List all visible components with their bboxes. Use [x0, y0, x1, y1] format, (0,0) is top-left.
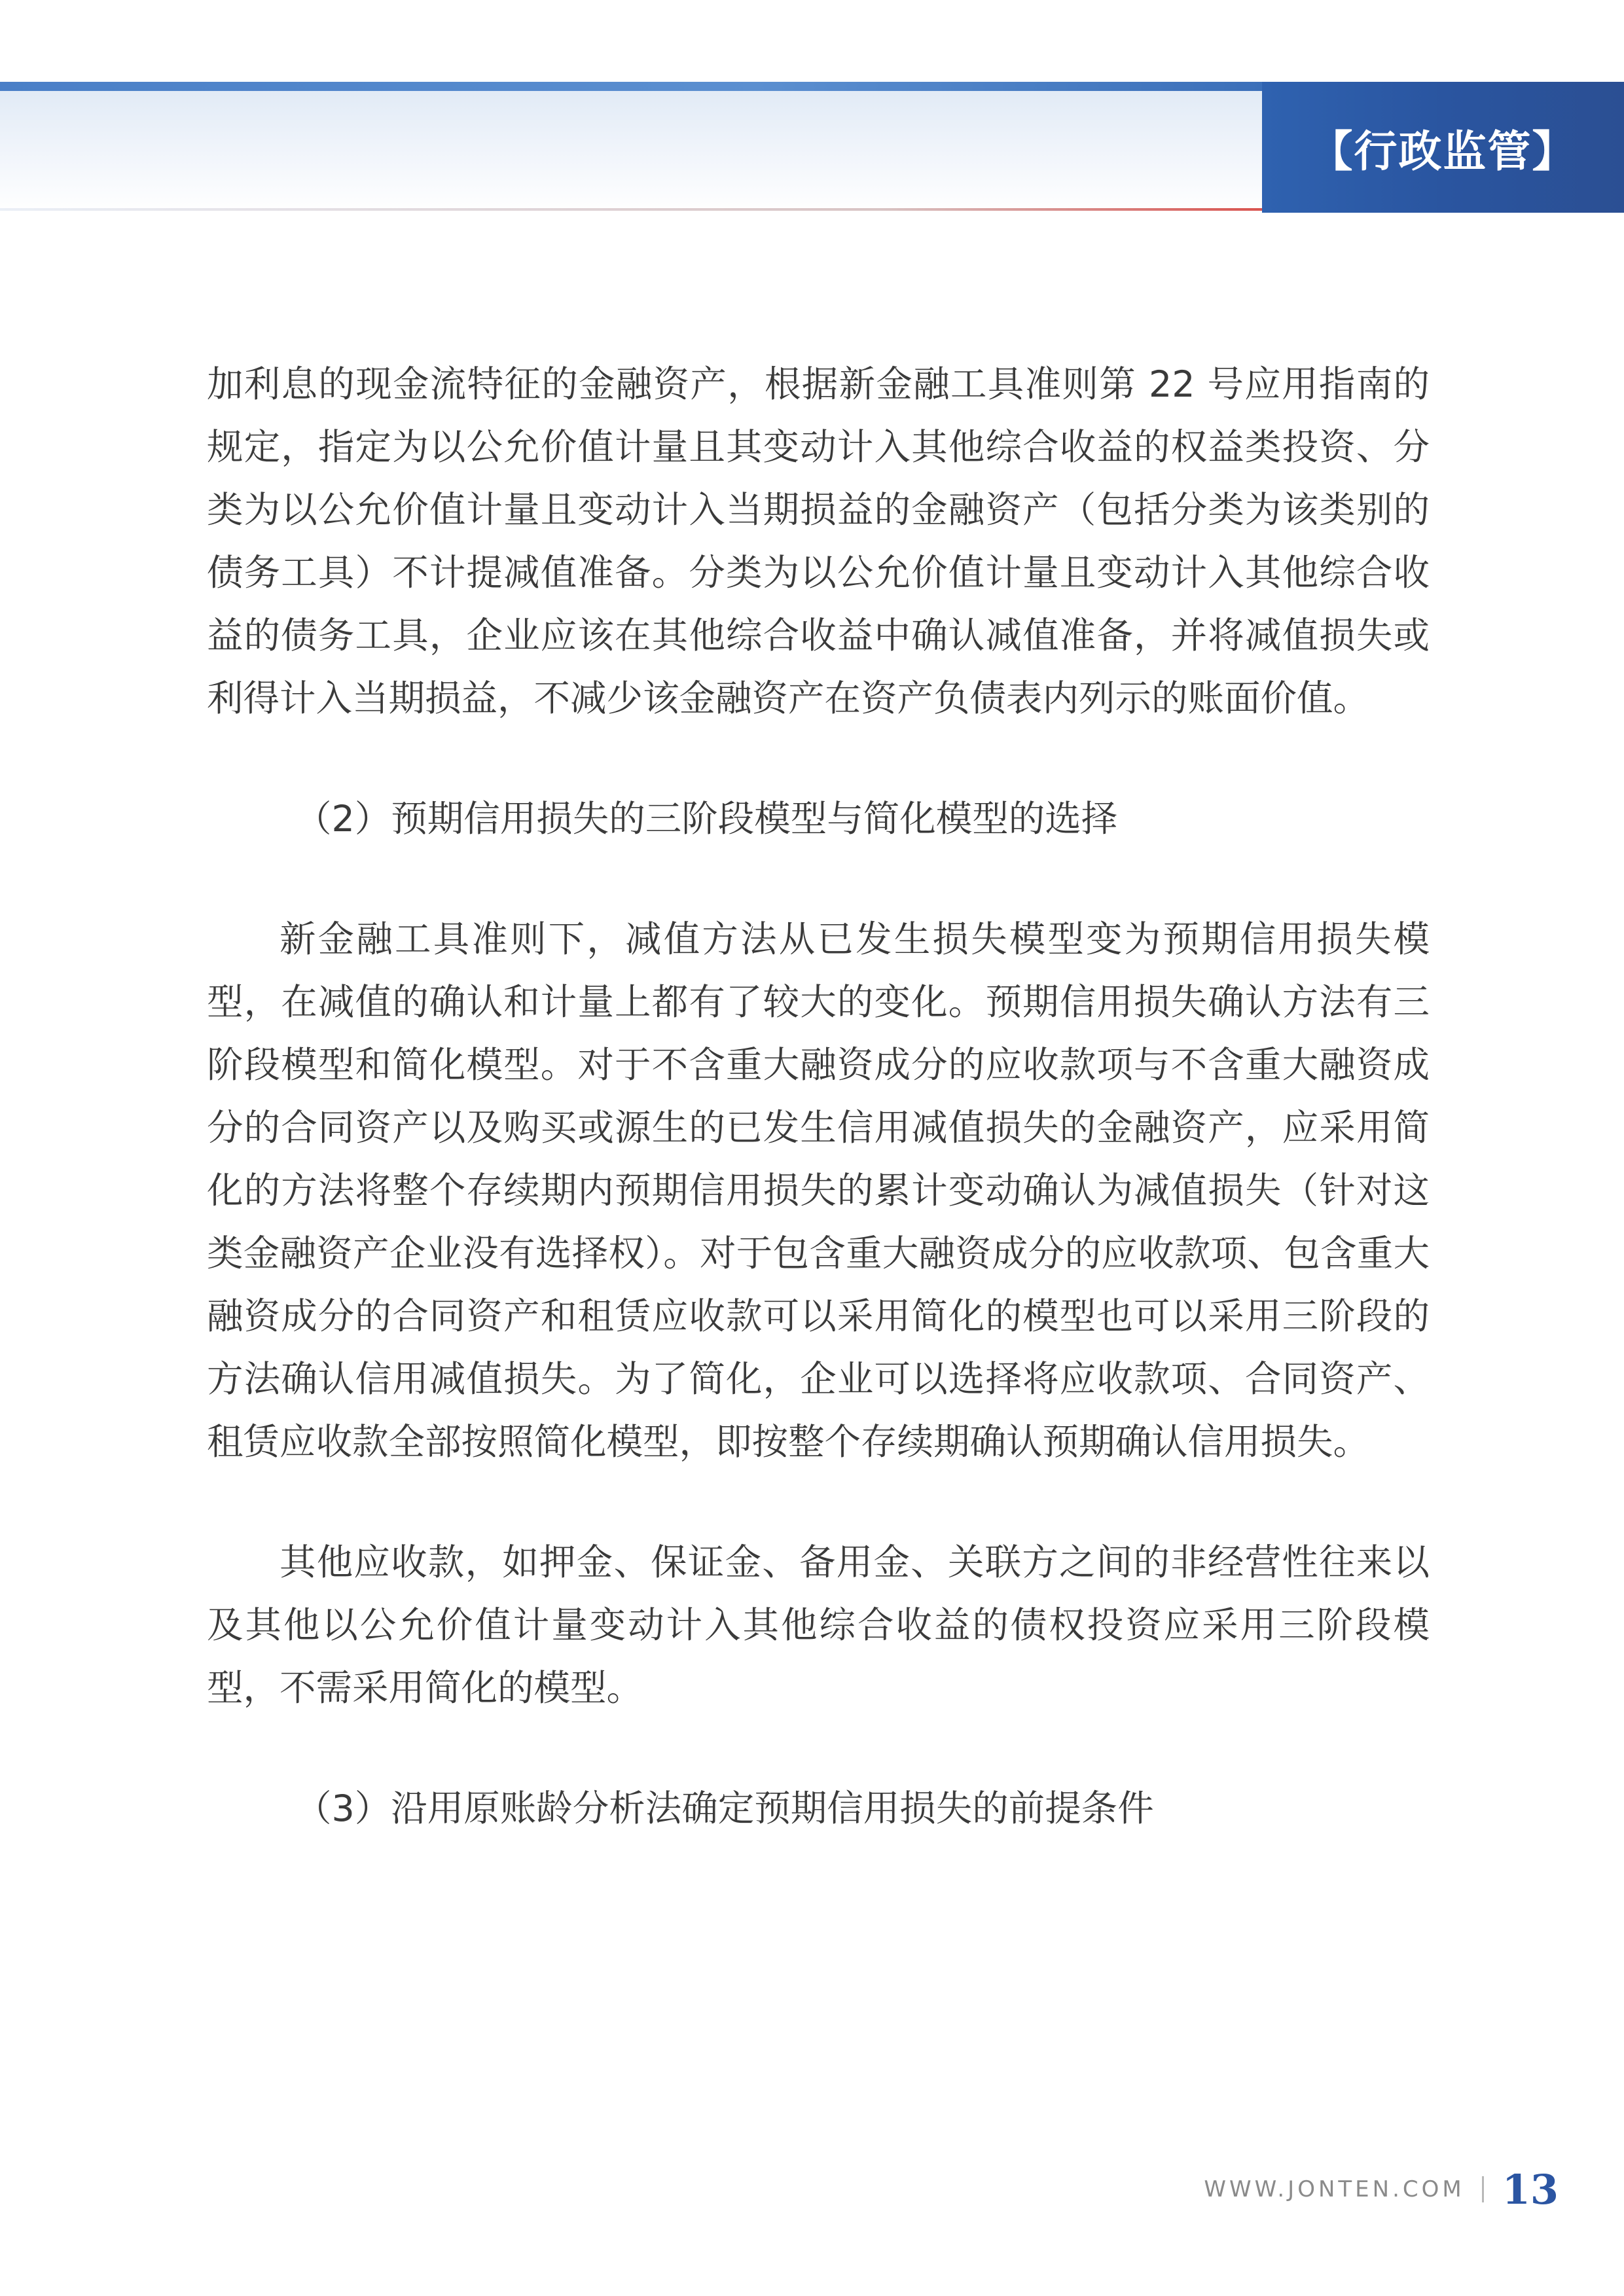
section-tag: 【行政监管】 — [1309, 125, 1577, 177]
section-tag-box — [1262, 82, 1624, 213]
section-heading-3: （3）沿用原账龄分析法确定预期信用损失的前提条件 — [295, 1787, 1154, 1830]
paragraph-three-stage-model: 新金融工具准则下，减值方法从已发生损失模型变为预期信用损失模型，在减值的确认和计量上都有了较大的变化。预期信用损失确认方法有三阶段模型和简化模型。对于不含重大融资成分的应收款项与不含重大融资成分的合同资产以及购买或源生的已发生信用减值损失的金融资产，应采用简化的方法将整个存续期内预期信用损失的累计变动确认为减值损失（针对这类金融资产企业没有选择权）。对于包含重大融资成分的应收款项、包含重大融资成分的合同资产和租赁应收款可以采用简化的模型也可以采用三阶段的方法确认信用减值损失。为了简化，企业可以选择将应收款项、合同资产、租赁应收款全部按照简化模型，即按整个存续期确认预期确认信用损失。 — [207, 918, 1430, 1463]
page-footer — [1204, 2163, 1559, 2215]
section-heading-2: （2）预期信用损失的三阶段模型与简化模型的选择 — [295, 798, 1118, 840]
paragraph-other-receivables: 其他应收款，如押金、保证金、备用金、关联方之间的非经营性往来以及其他以公允价值计量变动计入其他综合收益的债权投资应采用三阶段模型，不需采用简化的模型。 — [207, 1541, 1430, 1710]
header-top-line — [0, 82, 1262, 91]
footer-divider — [1482, 2176, 1484, 2202]
header-band — [0, 82, 1262, 213]
paragraph-impairment-scope: 加利息的现金流特征的金融资产，根据新金融工具准则第 22 号应用指南的规定，指定为以公允价值计量且其变动计入其他综合收益的权益类投资、分类为以公允价值计量且变动计入当期损益的金融资产（包括分类为该类别的债务工具）不计提减值准备。分类为以公允价值计量且变动计入其他综合收益的债务工具，企业应该在其他综合收益中确认减值准备，并将减值损失或利得计入当期损益，不减少该金融资产在资产负债表内列示的账面价值。 — [207, 363, 1430, 720]
article-body — [207, 353, 1430, 1840]
header-divider-line — [0, 208, 1262, 211]
footer-website: WWW.JONTEN.COM — [1204, 2176, 1465, 2202]
page-number: 13 — [1502, 2165, 1559, 2214]
